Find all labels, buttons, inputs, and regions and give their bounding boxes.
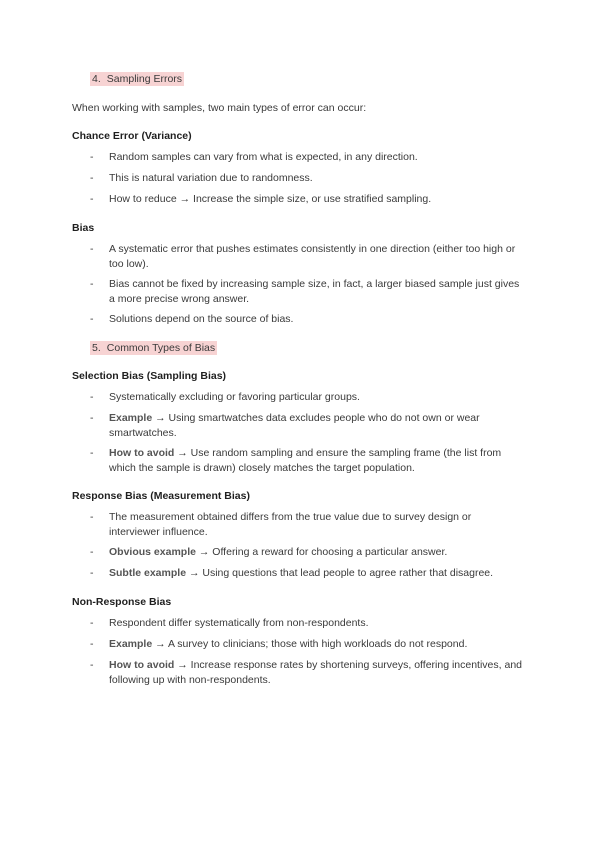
heading-chance-error: Chance Error (Variance) <box>72 130 192 142</box>
dash-bullet: - <box>90 313 94 325</box>
heading-bias: Bias <box>72 222 95 234</box>
section-highlight: 4. Sampling Errors <box>92 73 183 85</box>
dash-bullet: - <box>90 659 94 671</box>
section-heading-sampling-errors <box>90 72 184 86</box>
dash-bullet: - <box>90 567 94 579</box>
dash-bullet: - <box>90 278 94 290</box>
dash-bullet: - <box>90 546 94 558</box>
dash-bullet: - <box>90 391 94 403</box>
dash-bullet: - <box>90 638 94 650</box>
section-heading-common-bias <box>90 341 217 355</box>
heading-selection-bias: Selection Bias (Sampling Bias) <box>72 370 227 382</box>
document-page: 4. Sampling Errors When working with samples, two main types of error can occur: Chance Error (Variance) - Random samples can vary from what is expected, in any direction. - This is natural variation due to randomness. - How to reduce → Increase the simple size, or use stratified sampling. Bias - A systematic error that pushes estimates consistently in one direction (either too high or too low). - Bias cannot be fixed by increasing sample size, in fact, a larger biased sample just gives a more precise wrong answer. - Solutions depend on the source of bias. 5. Common Types of Bias Selection Bias (Sampling Bias) - Systematically excluding or favoring particular groups. - Example → Using smartwatches data excludes people who do not own or wear smartwatches. - How to avoid → Use random sampling and ensure the sampling frame (the list from which the sample is drawn) closely matches the target population. Response Bias (Measurement Bias) - The measurement obtained differs from the true value due to survey design or interviewer influence. - Obvious example → Offering a reward for choosing a particular answer. - Subtle example → Using questions that lead people to agree rather that disagree. Non-Response Bias - Respondent differ systematically from non-respondents. - Example → A survey to clinicians; those with high workloads do not respond. - How to avoid → Increase response rates by shortening surveys, offering incentives, and following up with non-respondents. <box>72 73 523 686</box>
intro-paragraph: When working with samples, two main types of error can occur: <box>72 102 367 114</box>
dash-bullet: - <box>90 511 94 523</box>
dash-bullet: - <box>90 412 94 424</box>
heading-non-response-bias: Non-Response Bias <box>72 596 172 608</box>
heading-response-bias: Response Bias (Measurement Bias) <box>72 490 250 502</box>
dash-bullet: - <box>90 447 94 459</box>
section-highlight: 5. Common Types of Bias <box>92 342 216 354</box>
dash-bullet: - <box>90 151 94 163</box>
dash-bullet: - <box>90 193 94 205</box>
dash-bullet: - <box>90 617 94 629</box>
dash-bullet: - <box>90 243 94 255</box>
dash-bullet: - <box>90 172 94 184</box>
